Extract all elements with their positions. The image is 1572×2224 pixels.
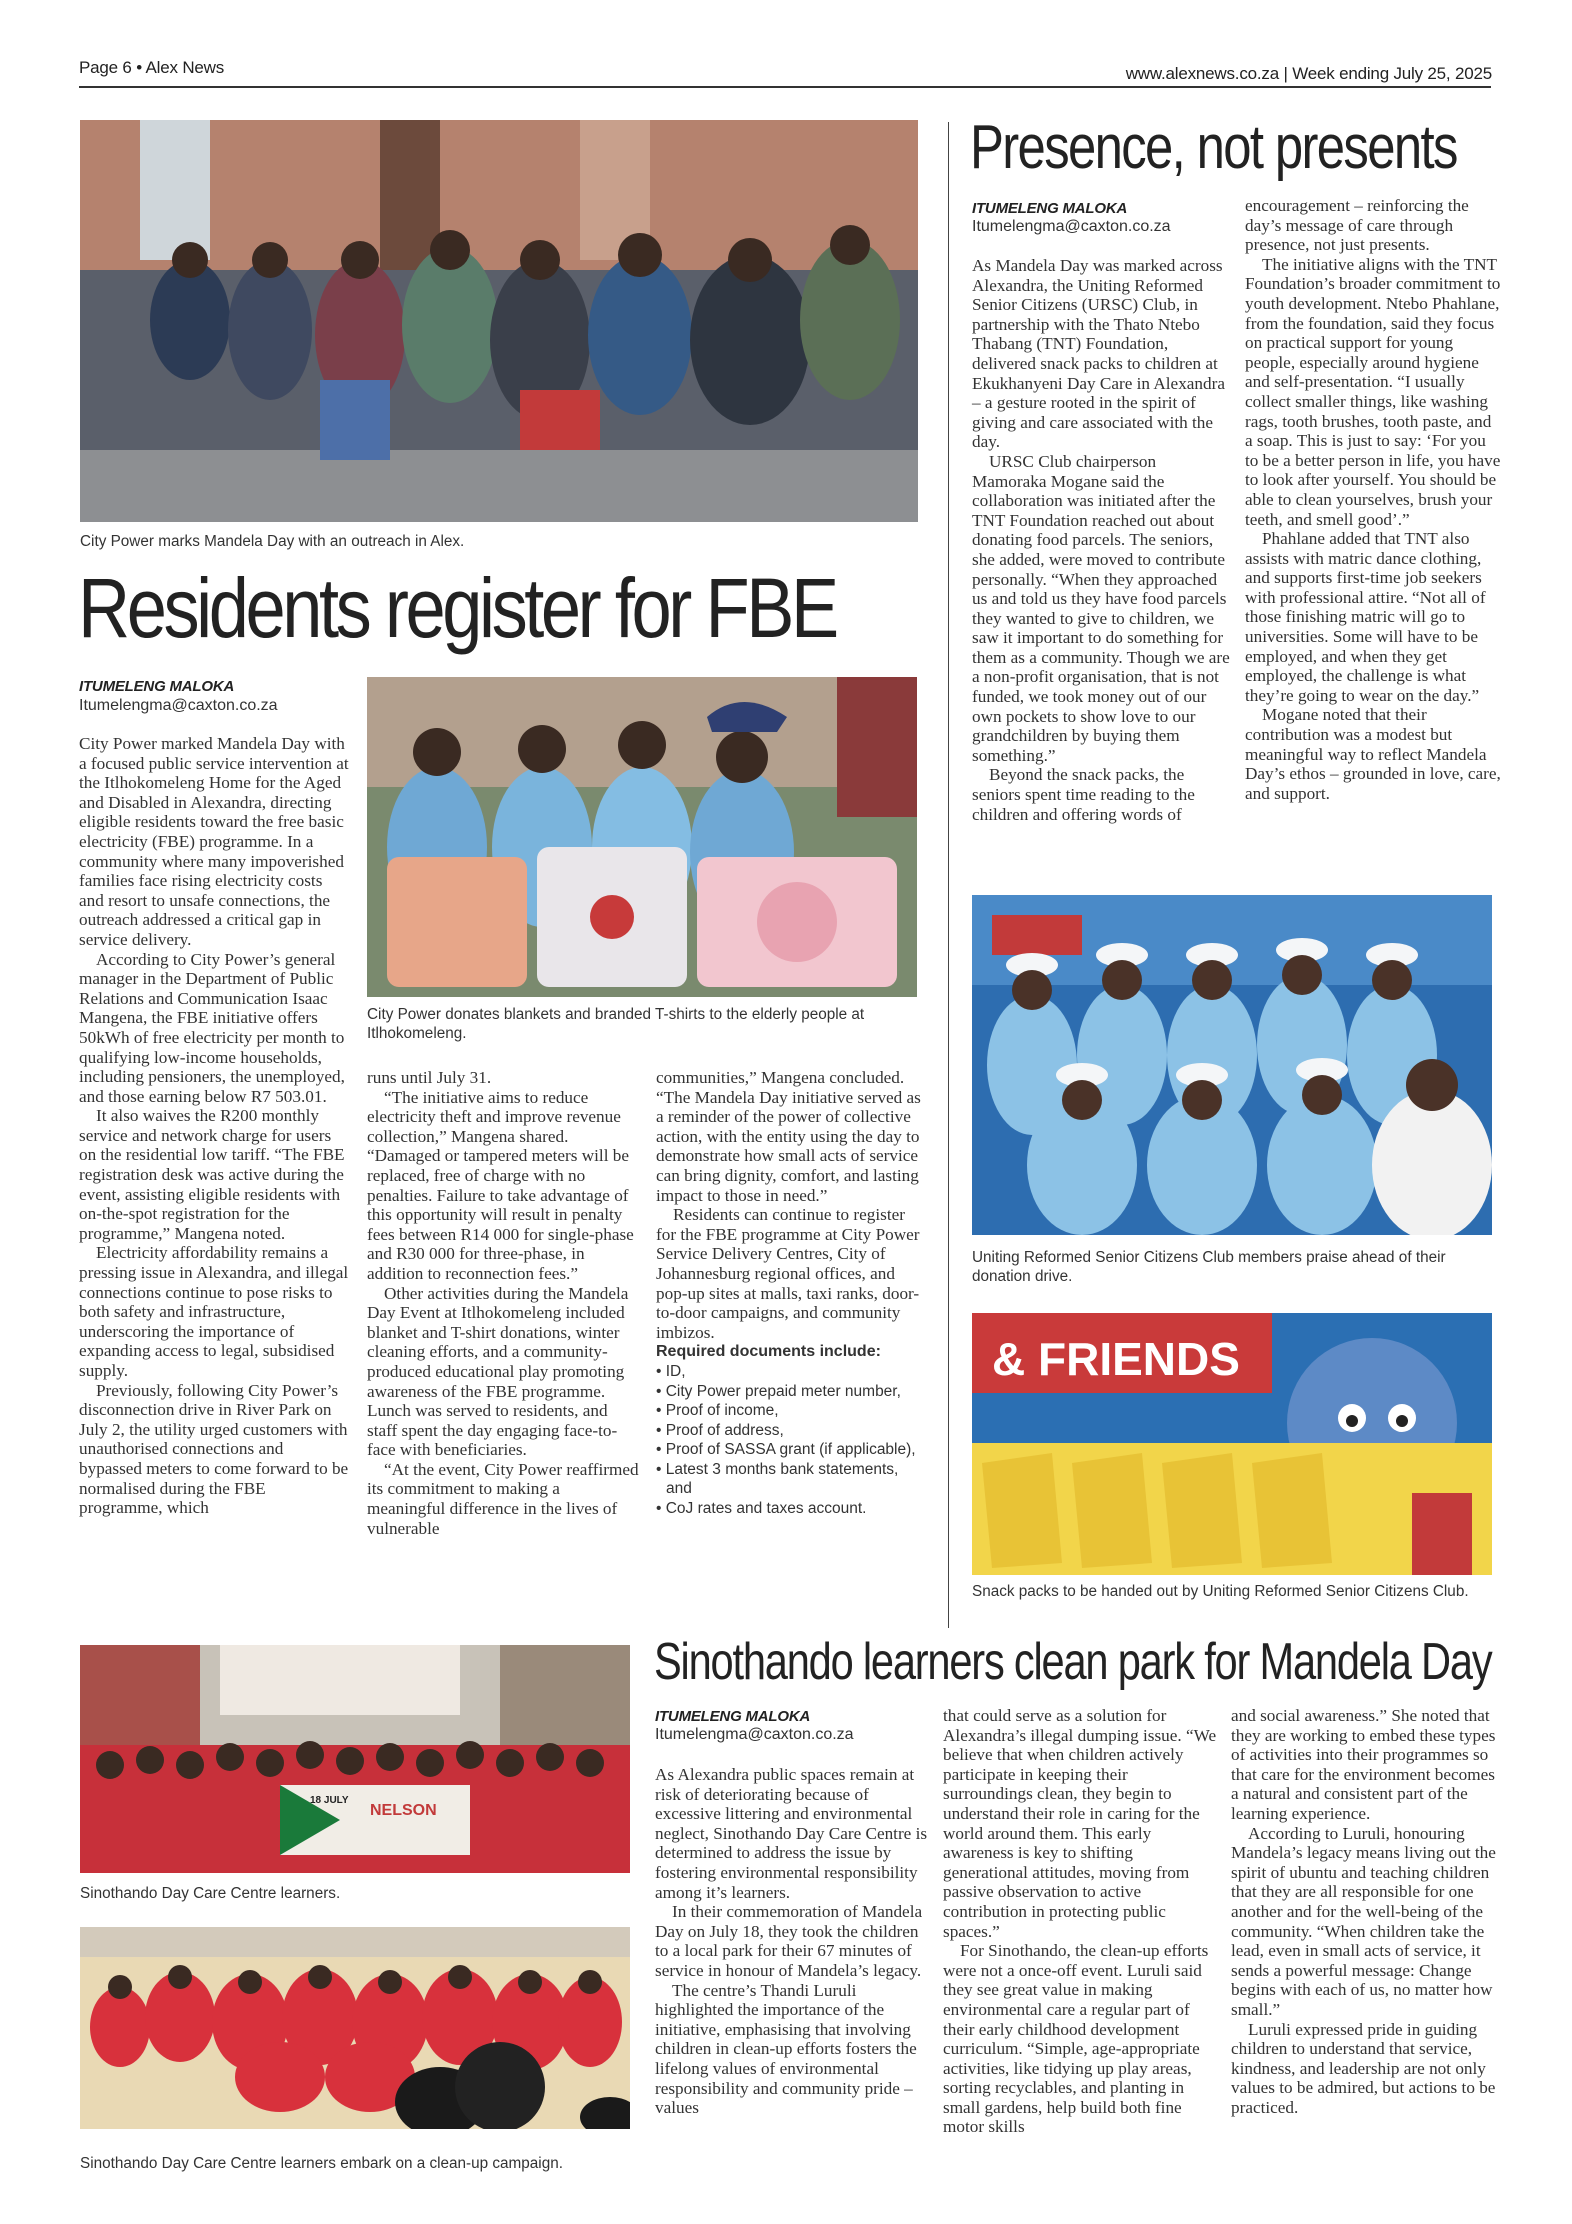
fbe-column-3 <box>656 1068 928 1519</box>
paragraph: runs until July 31. <box>367 1068 492 1087</box>
byline-fbe: ITUMELENG MALOKA <box>79 678 235 695</box>
paragraph: “At the event, City Power reaffirmed its commitment to making a meaningful difference in the lives of vulnerable <box>367 1459 639 1538</box>
paragraph: According to Luruli, honouring Mandela’s legacy means living out the spirit of ubuntu and teaching children that they are all responsible for one another and for the well-being of the community. “When children take the lead, even in small acts of service, it sends a powerful message: Change begins with each of us, no matter how small.” <box>1231 1823 1496 2019</box>
email-fbe: Itumelengma@caxton.co.za <box>79 697 278 714</box>
paragraph: Phahlane added that TNT also assists with matric dance clothing, and supports first-time job seekers with professional attire. “Not all of those finishing matric will go to universities. Some will have to be employed, and when they get employed, the challenge is what they’re going to wear on the day.” <box>1245 529 1486 705</box>
documents-heading: Required documents include: <box>656 1343 881 1361</box>
email-presence: Itumelengma@caxton.co.za <box>972 218 1171 235</box>
header-rule <box>79 86 1491 88</box>
paragraph: In their commemoration of Mandela Day on July 18, they took the children to a local park for their 67 minutes of service in honour of Mandela’s legacy. <box>655 1902 923 1980</box>
document-item: • Proof of income, <box>656 1402 779 1420</box>
paragraph: For Sinothando, the clean-up efforts were not a once-off event. Luruli said they see great value in making environmental care a regular part of their early childhood development curriculum. “Simple, age-appropriate activities, like tidying up play areas, sorting recyclables, and planting in small gardens, help build both fine motor skills <box>943 1941 1209 2137</box>
document-item: • Latest 3 months bank statements, and <box>656 1460 899 1498</box>
paragraph: encouragement – reinforcing the day’s message of care through presence, not just presents. <box>1245 196 1469 255</box>
svg-text:NELSON: NELSON <box>370 1802 437 1819</box>
edition-line: www.alexnews.co.za | Week ending July 25, 2025 <box>1125 64 1492 83</box>
headline-presence-not-presents: Presence, not presents <box>970 113 1457 182</box>
caption-senior-citizens-club: Uniting Reformed Senior Citizens Club members praise ahead of their donation drive. <box>972 1249 1446 1285</box>
document-item: • ID, <box>656 1362 686 1380</box>
paragraph: The centre’s Thandi Luruli highlighted the importance of the initiative, emphasising that involving children in clean-up efforts fosters the lifelong values of environmental responsibility and community pride – values <box>655 1980 917 2118</box>
byline-presence: ITUMELENG MALOKA <box>972 200 1128 217</box>
photo-snack-packs <box>972 1313 1492 1575</box>
caption-snack-packs: Snack packs to be handed out by Uniting Reformed Senior Citizens Club. <box>972 1583 1469 1600</box>
fbe-column-2 <box>367 1068 639 1538</box>
document-item: • City Power prepaid meter number, <box>656 1382 901 1400</box>
svg-text:& FRIENDS: & FRIENDS <box>992 1333 1240 1385</box>
paragraph: According to City Power’s general manager in the Department of Public Relations and Communication Isaac Mangena, the FBE initiative offers 50kWh of free electricity per month to qualifying low-income households, including pensioners, the unemployed, and those earning below R7 503.01. <box>79 949 345 1106</box>
page-folio: Page 6 • Alex News <box>79 58 225 77</box>
photo-sinothando-learners <box>80 1645 630 1873</box>
photo-senior-citizens-club <box>972 895 1492 1235</box>
sinothando-column-1 <box>655 1765 930 2118</box>
paragraph: “The initiative aims to reduce electricity theft and improve revenue collection,” Mangena shared. “Damaged or tampered meters will be replaced, free of charge with no penalties. Failure to take advantage of this opportunity will result in penalty fees between R14 000 for single-phase and R30 000 for three-phase, in addition to reconnection fees.” <box>367 1087 634 1283</box>
paragraph: Beyond the snack packs, the seniors spent time reading to the children and offering words of <box>972 765 1195 824</box>
paragraph: It also waives the R200 monthly service and network charge for users on the residential low tariff. “The FBE registration desk was active during the event, assisting eligible residents with on-the-spot registration for the programme,” Mangena noted. <box>79 1106 345 1243</box>
paragraph: Luruli expressed pride in guiding children to understand that service, kindness, and leadership are not only values to be admired, but actions to be practiced. <box>1231 2019 1496 2117</box>
paragraph: As Mandela Day was marked across Alexandra, the Uniting Reformed Senior Citizens (URSC) Club, in partnership with the Thato Ntebo Thabang (TNT) Foundation, delivered snack packs to children at Ekukhanyeni Day Care in Alexandra – a gesture rooted in the spirit of giving and care associated with the day. <box>972 256 1225 452</box>
photo-outreach-crowd <box>80 120 918 522</box>
paragraph: URSC Club chairperson Mamoraka Mogane said the collaboration was initiated after the TNT Foundation reached out about donating food parcels. The seniors, she added, were moved to contribute personally. “When they approached us and told us they have food parcels they wanted to give to children, we saw it important to do something for them as a community. Though we are a non-profit organisation, that is not funded, we took money out of our own pockets to show love to our grandchildren by buying them something.” <box>972 451 1230 765</box>
document-item: • CoJ rates and taxes account. <box>656 1500 867 1518</box>
paragraph: City Power marked Mandela Day with a focused public service intervention at the Itlhokomeleng Home for the Aged and Disabled in Alexandra, directing eligible residents toward the free basic electricity (FBE) programme. In a community where many impoverished families face rising electricity costs and resort to unsafe connections, the outreach addressed a critical gap in service delivery. <box>79 734 349 949</box>
paragraph: The initiative aligns with the TNT Foundation’s broader commitment to youth development. Ntebo Phahlane, from the foundation, said they focus on practical support for young people, especially around hygiene and self-presentation. “I usually collect smaller things, like washing rags, tooth brushes, tooth paste, and a soap. This is just to say: ‘For you to be a better person in life, you have to look after yourself. You should be able to clean yourselves, brush your teeth, and smell good’.” <box>1245 254 1501 529</box>
paragraph: Residents can continue to register for the FBE programme at City Power Service Delivery Centres, City of Johannesburg regional offices, and pop-up sites at malls, taxi ranks, door-to-door campaigns, and community imbizos. <box>656 1205 920 1342</box>
presence-column-1 <box>972 256 1230 824</box>
paragraph: Previously, following City Power’s disconnection drive in River Park on July 2, the utility urged customers with unauthorised connections and bypassed meters to come forward to be normalised during the FBE programme, which <box>79 1380 349 1518</box>
headline-sinothando-clean-park: Sinothando learners clean park for Mandela Day <box>654 1633 1492 1691</box>
caption-blanket-donation: City Power donates blankets and branded T-shirts to the elderly people at Itlhokomeleng. <box>367 1006 865 1042</box>
caption-sinothando-cleanup: Sinothando Day Care Centre learners embark on a clean-up campaign. <box>80 2155 563 2172</box>
caption-sinothando-learners: Sinothando Day Care Centre learners. <box>80 1885 341 1902</box>
byline-sinothando: ITUMELENG MALOKA <box>655 1708 811 1725</box>
paragraph: communities,” Mangena concluded. “The Mandela Day initiative served as a reminder of the power of collective action, with the entity using the day to demonstrate how small acts of service can bring dignity, comfort, and lasting impact to those in need.” <box>656 1068 921 1205</box>
email-sinothando: Itumelengma@caxton.co.za <box>655 1726 854 1743</box>
sinothando-column-3 <box>1231 1706 1506 2117</box>
presence-column-2 <box>1245 196 1503 803</box>
paragraph: that could serve as a solution for Alexandra’s illegal dumping issue. “We believe that when children actively participate in keeping their surroundings clean, they begin to understand their role in caring for the world around them. This early awareness is key to shifting generational attitudes, moving from passive observation to active contribution in protecting public spaces.” <box>943 1706 1217 1941</box>
fbe-column-1 <box>79 734 349 1518</box>
svg-text:18 JULY: 18 JULY <box>310 1795 349 1806</box>
paragraph: Mogane noted that their contribution was a modest but meaningful way to reflect Mandela Day’s ethos – grounded in love, care, and support. <box>1245 705 1501 803</box>
sinothando-column-2 <box>943 1706 1218 2137</box>
paragraph: Other activities during the Mandela Day Event at Itlhokomeleng included blanket and T-shirt donations, winter cleaning efforts, and a community-produced educational play promoting awareness of the FBE programme. Lunch was served to residents, and staff spent the day engaging face-to-face with beneficiaries. <box>367 1283 629 1460</box>
column-divider <box>948 122 949 1628</box>
document-item: • Proof of address, <box>656 1421 784 1439</box>
paragraph: Electricity affordability remains a pressing issue in Alexandra, and illegal connections continue to pose risks to both safety and infrastructure, underscoring the importance of expanding access to legal, subsidised supply. <box>79 1243 349 1380</box>
document-item: • Proof of SASSA grant (if applicable), <box>656 1441 916 1459</box>
caption-outreach-crowd: City Power marks Mandela Day with an outreach in Alex. <box>80 533 465 550</box>
photo-sinothando-cleanup <box>80 1927 630 2129</box>
photo-blanket-donation <box>367 677 917 997</box>
paragraph: As Alexandra public spaces remain at risk of deteriorating because of excessive littering and environmental neglect, Sinothando Day Care Centre is determined to address the issue by fostering environmental responsibility among it’s learners. <box>655 1765 928 1902</box>
headline-residents-register-fbe: Residents register for FBE <box>78 561 836 655</box>
paragraph: and social awareness.” She noted that they are working to embed these types of activities into their programmes so that care for the environment becomes a natural and consistent part of the learning experience. <box>1231 1706 1496 1823</box>
